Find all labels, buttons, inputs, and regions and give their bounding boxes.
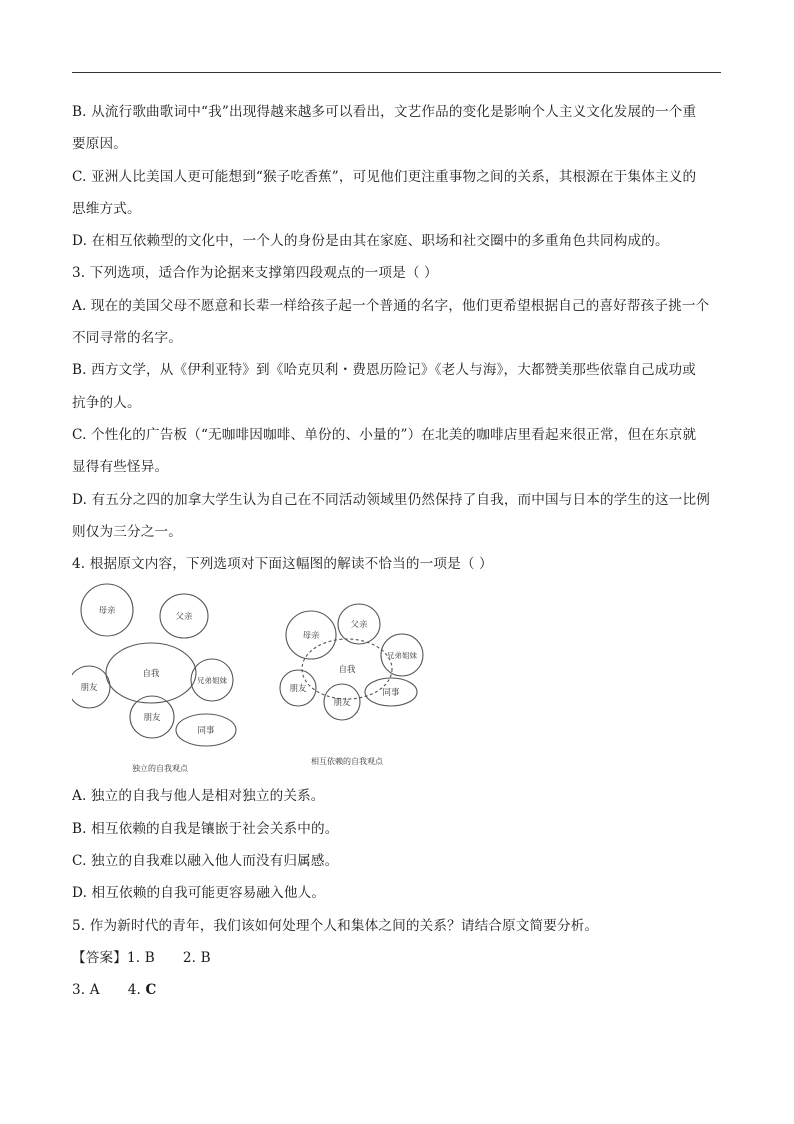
answer-row-2 [72,974,722,1006]
answer-label: 【答案】 [72,949,127,966]
answer-3: 3. A [72,982,100,999]
q3-option-c-line1: C. 个性化的广告板（“无咖啡因咖啡、单份的、小量的”）在北美的咖啡店里看起来很正常，但在东京就 [72,426,697,443]
self-construal-figure [72,580,722,780]
left-siblings-label: 兄弟姐妹 [197,676,227,686]
q3-option-d-line2: 则仅为三分之一。 [72,523,182,540]
left-father-label: 父亲 [175,612,193,623]
q2-option-d: D. 在相互依赖型的文化中，一个人的身份是由其在家庭、职场和社交圈中的多重角色共同构成的。 [72,233,669,250]
left-colleague-label: 同事 [197,726,215,737]
q3-option-d-line1: D. 有五分之四的加拿大学生认为自己在不同活动领域里仍然保持了自我，而中国与日本的学生的这一比例 [72,491,710,508]
q3-option-c-line2: 显得有些怪异。 [72,459,169,476]
right-mother-label: 母亲 [302,631,320,642]
q3-option-b-line2: 抗争的人。 [72,394,141,411]
q4-option-b: B. 相互依赖的自我是镶嵌于社会关系中的。 [72,820,339,837]
left-friend1-label: 朋友 [80,683,98,694]
q4-option-a: A. 独立的自我与他人是相对独立的关系。 [72,788,325,805]
header-rule [72,72,721,73]
q3-stem: 3. 下列选项，适合作为论据来支撑第四段观点的一项是（ ） [72,265,438,282]
q3-option-a-line2: 不同寻常的名字。 [72,330,182,347]
q4-option-d: D. 相互依赖的自我可能更容易融入他人。 [72,885,326,902]
answer-row-1 [72,942,722,974]
right-colleague-label: 同事 [382,688,400,699]
self-construal-diagram [72,580,722,780]
left-mother-label: 母亲 [98,606,116,617]
q2-option-b-line1: B. 从流行歌曲歌词中“我”出现得越来越多可以看出，文艺作品的变化是影响个人主义文化发展的一个重 [72,104,697,120]
left-self-label: 自我 [142,669,160,680]
q3-option-b-line1: B. 西方文学，从《伊利亚特》到《哈克贝利・费恩历险记》《老人与海》，大都赞美那些依靠自己成功或 [72,362,696,379]
q4-option-c: C. 独立的自我难以融入他人而没有归属感。 [72,853,339,870]
answer-2: 2. B [182,949,211,966]
q2-option-b-line2: 要原因。 [72,136,127,153]
right-self-label: 自我 [338,665,356,676]
right-siblings-label: 兄弟姐妹 [387,651,417,661]
q2-option-c-line1: C. 亚洲人比美国人更可能想到“猴子吃香蕉”，可见他们更注重事物之间的关系，其根源在于集体主义的 [72,168,697,185]
answer-4-value: C [145,982,157,999]
q2-option-c-line2: 思维方式。 [72,200,141,217]
q5-stem: 5. 作为新时代的青年，我们该如何处理个人和集体之间的关系？请结合原文简要分析。 [72,917,599,934]
answer-4-number: 4. [127,982,141,999]
document-body [72,96,722,1007]
answer-1: 1. B [126,949,155,966]
right-father-label: 父亲 [350,620,368,631]
right-friend1-label: 朋友 [289,684,307,695]
right-caption: 相互依赖的自我观点 [311,757,383,767]
q4-stem: 4. 根据原文内容，下列选项对下面这幅图的解读不恰当的一项是（ ） [72,556,493,573]
q3-option-a-line1: A. 现在的美国父母不愿意和长辈一样给孩子起一个普通的名字，他们更希望根据自己的喜好帮孩子挑一个 [72,297,710,314]
interdependent-self-diagram [280,604,423,766]
right-friend2-label: 朋友 [333,698,351,709]
left-caption: 独立的自我观点 [132,764,188,774]
left-friend2-label: 朋友 [143,713,161,724]
independent-self-diagram [72,584,236,773]
